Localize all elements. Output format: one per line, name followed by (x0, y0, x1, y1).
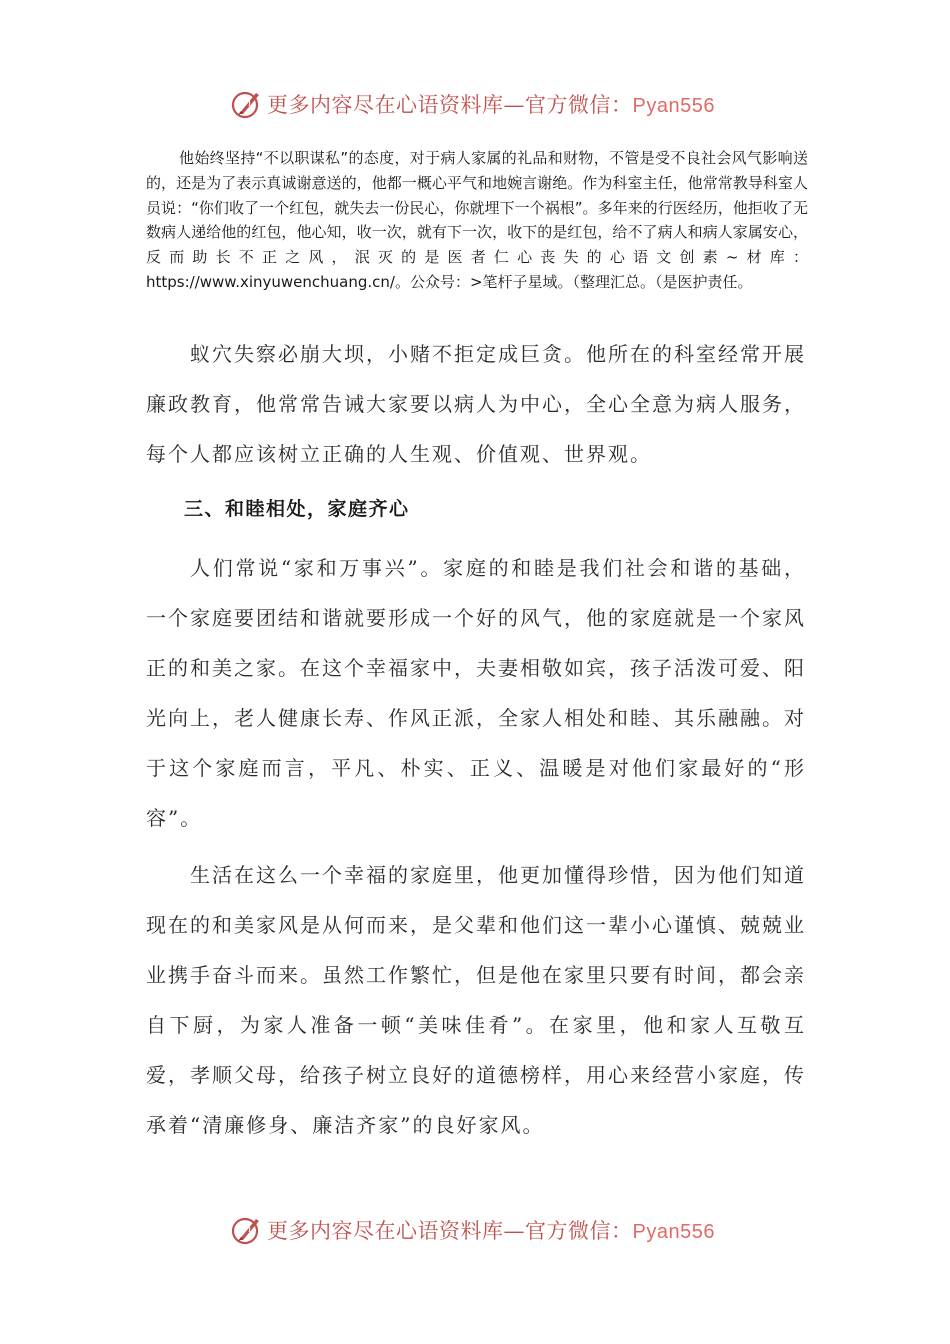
footer-banner (0, 1210, 950, 1250)
header-banner (0, 84, 950, 124)
paragraph-harmonious-family: 人们常说“家和万事兴”。家庭的和睦是我们社会和谐的基础，一个家庭要团结和谐就要形成一个好的风气，他的家庭就是一个家风正的和美之家。在这个幸福家中，夫妻相敬如宾，孩子活泼可爱、阳光向上，老人健康长寿、作风正派，全家人相处和睦、其乐融融。对于这个家庭而言，平凡、朴实、正义、温暖是对他们家最好的“形容”。 (146, 556, 806, 830)
banner-text (267, 1215, 715, 1245)
quill-seal-icon (229, 1213, 263, 1247)
paragraph-integrity-education: 蚁穴失察必崩大坝，小赌不拒定成巨贪。他所在的科室经常开展廉政教育，他常常告诫大家要以病人为中心，全心全意为病人服务，每个人都应该树立正确的人生观、价值观、世界观。 (146, 342, 806, 466)
footer-banner-content (229, 1213, 715, 1247)
paragraph-refusing-bribes: 他始终坚持“不以职谋私”的态度，对于病人家属的礼品和财物，不管是受不良社会风气影响送的，还是为了表示真诚谢意送的，他都一概心平气和地婉言谢绝。作为科室主任，他常常教导科室人员说：“你们收了一个红包，就失去一份民心，你就埋下一个祸根”。多年来的行医经历，他拒收了无数病人递给他的红包，他心知，收一次，就有下一次，收下的是红包，给不了病人和病人家属安心，反而助长不正之风，泯灭的是医者仁心丧失的心语文创素~材库：https://www.xinyuwenchuang.cn/。公众号：>笔杆子星域。（整理汇总。（是医护责任。 (146, 149, 808, 291)
section-heading: 三、和睦相处，家庭齐心 (184, 498, 410, 520)
header-banner-content (229, 87, 715, 121)
wechat-id: Pyan556 (632, 1221, 715, 1243)
wechat-id: Pyan556 (632, 95, 715, 117)
quill-seal-icon (229, 87, 263, 121)
paragraph-family-tradition: 生活在这么一个幸福的家庭里，他更加懂得珍惜，因为他们知道现在的和美家风是从何而来，是父辈和他们这一辈小心谨慎、兢兢业业携手奋斗而来。虽然工作繁忙，但是他在家里只要有时间，都会亲自下厨，为家人准备一顿“美味佳肴”。在家里，他和家人互敬互爱，孝顺父母，给孩子树立良好的道德榜样，用心来经营小家庭，传承着“清廉修身、廉洁齐家”的良好家风。 (146, 863, 806, 1137)
banner-main-text: 更多内容尽在心语资料库—官方微信： (267, 93, 633, 117)
banner-text (267, 89, 715, 119)
banner-main-text: 更多内容尽在心语资料库—官方微信： (267, 1219, 633, 1243)
